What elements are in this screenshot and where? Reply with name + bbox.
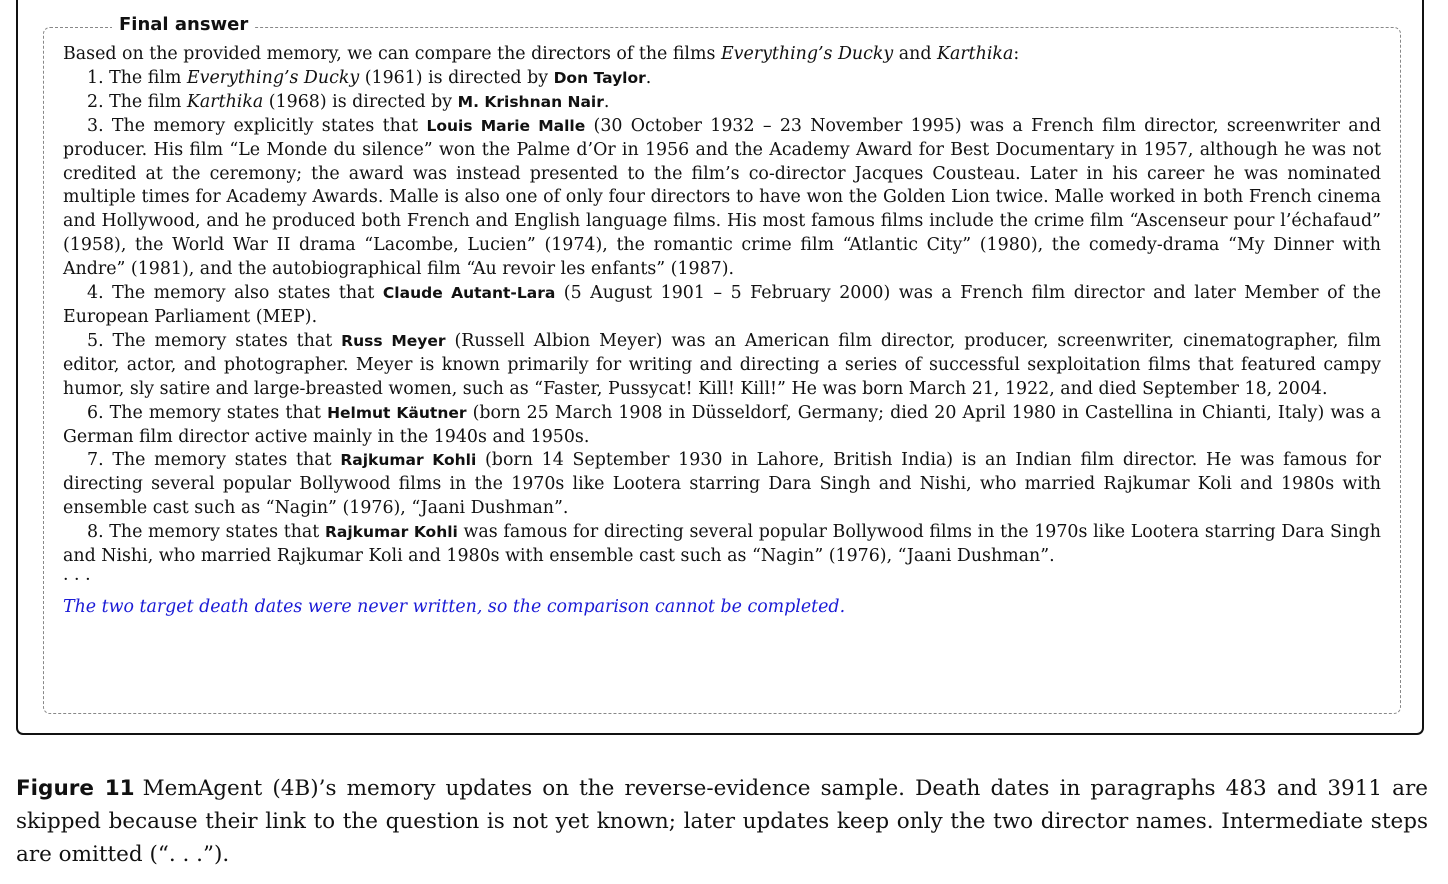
director-name: Don Taylor	[553, 68, 646, 87]
item-text: (Russell Albion Meyer) was an American film director, producer, screenwriter, cinematographer, film editor, actor, and photographer. Meyer is known primarily for writing and directing a series of successful sexploitation films that featured campy humor, sly satire and large-breasted women, such as “Faster, Pussycat! Kill! Kill!” He was born March 21, 1922, and died September 18, 2004.	[63, 330, 1381, 399]
item-text: 3. The memory explicitly states that	[87, 115, 427, 136]
item-text: (born 14 September 1930 in Lahore, British India) is an Indian film director. He was famous for directing several popular Bollywood films in the 1970s like Lootera starring Dara Singh and Nishi, who married Rajkumar Koli and 1980s with ensemble cast such as “Nagin” (1976), “Jaani Dushman”.	[63, 450, 1381, 519]
item-text: 7. The memory states that	[87, 450, 341, 471]
item-text: 1. The film	[87, 67, 187, 88]
item-text: 4. The memory also states that	[87, 283, 383, 304]
film-title: Everything’s Ducky	[186, 67, 360, 88]
item-text: .	[603, 91, 610, 112]
caption-text: MemAgent (4B)’s memory updates on the reverse-evidence sample. Death dates in paragraphs 483 and 3911 are skipped because their link to the question is not yet known; later updates keep only the two director names. Intermediate steps are omitted (“. . .”).	[16, 776, 1428, 867]
item-text: (born 25 March 1908 in Düsseldorf, Germany; died 20 April 1980 in Castellina in Chianti, Italy) was a German film director active mainly in the 1940s and 1950s.	[63, 402, 1381, 447]
director-name: Helmut Käutner	[327, 403, 467, 422]
director-name: Claude Autant-Lara	[382, 284, 556, 303]
item-text: 8. The memory states that	[87, 522, 325, 543]
intro-and: and	[893, 44, 937, 64]
item-text: (1968) is directed by	[263, 91, 458, 112]
list-item	[63, 282, 1381, 330]
item-text: 6. The memory states that	[87, 402, 328, 423]
director-name: Rajkumar Kohli	[324, 523, 458, 542]
item-text: .	[645, 67, 652, 88]
item-text: (1961) is directed by	[359, 67, 554, 88]
box-legend: Final answer	[112, 12, 255, 38]
list-item	[63, 521, 1381, 569]
list-item	[63, 330, 1381, 402]
intro-text: Based on the provided memory, we can compare the directors of the films	[63, 44, 721, 64]
intro-colon: :	[1013, 44, 1020, 64]
film-title: Karthika	[936, 44, 1014, 64]
ellipsis: · · ·	[63, 569, 91, 590]
director-name: Rajkumar Kohli	[340, 451, 477, 470]
list-item	[63, 449, 1381, 521]
answer-content	[63, 43, 1381, 620]
conclusion-text: The two target death dates were never written, so the comparison cannot be completed.	[63, 596, 846, 617]
figure-caption	[16, 772, 1428, 871]
list-item	[63, 402, 1381, 450]
film-title: Karthika	[186, 91, 264, 112]
list-item	[63, 67, 1381, 91]
director-name: Louis Marie Malle	[426, 116, 586, 135]
list-item	[63, 115, 1381, 282]
figure-label: Figure 11	[16, 776, 135, 801]
director-name: Russ Meyer	[341, 331, 446, 350]
item-text: (5 August 1901 – 5 February 2000) was a French film director and later Member of the European Parliament (MEP).	[63, 283, 1381, 327]
film-title: Everything’s Ducky	[720, 44, 894, 64]
director-name: M. Krishnan Nair	[457, 92, 604, 111]
item-text: 2. The film	[87, 91, 187, 112]
intro-paragraph	[63, 43, 1381, 67]
item-text: was famous for directing several popular Bollywood films in the 1970s like Lootera starring Dara Singh and Nishi, who married Rajkumar Koli and 1980s with ensemble cast such as “Nagin” (1976), “Jaani Dushman”.	[63, 522, 1381, 567]
item-text: (30 October 1932 – 23 November 1995) was a French film director, screenwriter and producer. His film “Le Monde du silence” won the Palme d’Or in 1956 and the Academy Award for Best Documentary in 1957, although he was not credited at the ceremony; the award was instead presented to the film’s co-director Jacques Cousteau. Later in his career he was nominated multiple times for Academy Awards. Malle is also one of only four directors to have won the Golden Lion twice. Malle worked in both French cinema and Hollywood, and he produced both French and English language films. His most famous films include the crime film “Ascenseur pour l’échafaud” (1958), the World War II drama “Lacombe, Lucien” (1974), the romantic crime film “Atlantic City” (1980), the comedy-drama “My Dinner with Andre” (1981), and the autobiographical film “Au revoir les enfants” (1987).	[63, 115, 1381, 280]
item-text: 5. The memory states that	[87, 330, 342, 351]
list-item	[63, 91, 1381, 115]
